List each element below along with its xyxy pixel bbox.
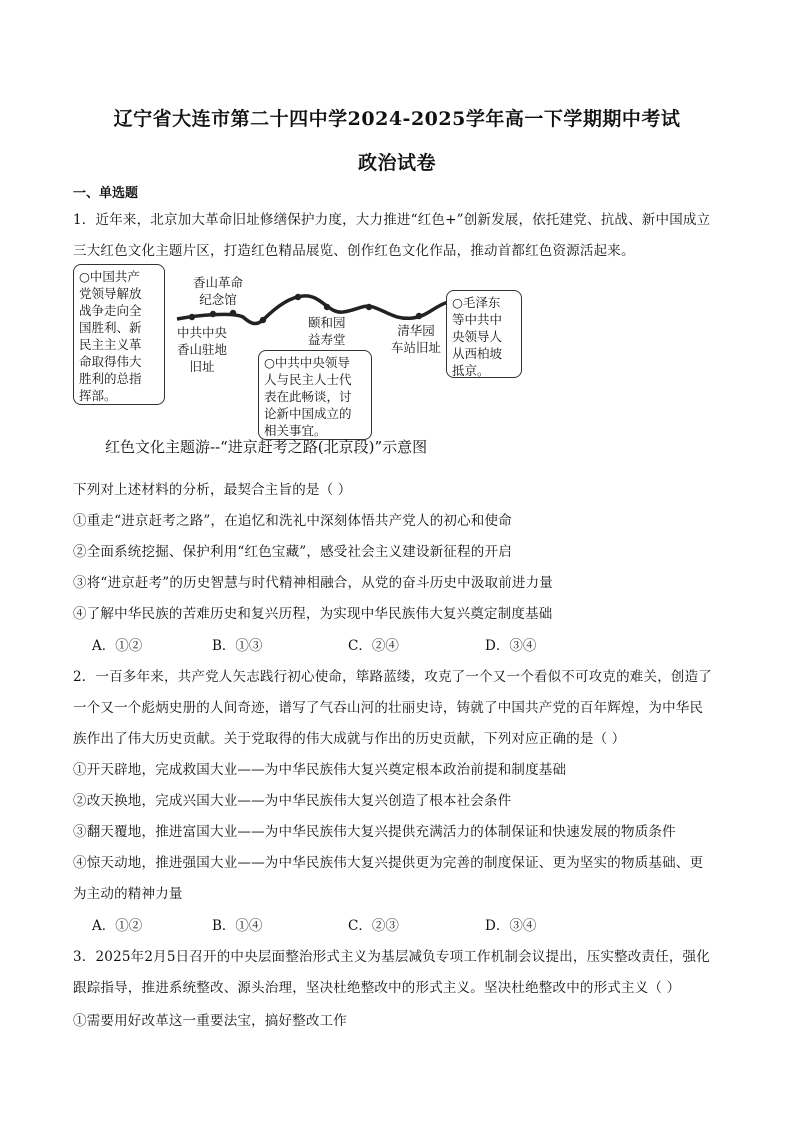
q1-stem: 下列对上述材料的分析，最契合主旨的是（ ） xyxy=(73,482,352,498)
callout-middle-line: 人与民主人士代 xyxy=(264,372,352,387)
callout-left-line: 党领导解放 xyxy=(79,286,142,301)
q2-item: ①开天辟地，完成救国大业——为中华民族伟大复兴奠定根本政治前提和制度基础 xyxy=(73,762,567,778)
q1-line1: 1．近年来，北京加大革命旧址修缮保护力度，大力推进“红色+”创新发展，依托建党、抗战、新中国成立 xyxy=(73,212,711,228)
q1-item: ②全面系统挖掘、保护利用“红色宝藏”，感受社会主义建设新征程的开启 xyxy=(73,544,512,560)
section-heading: 一、单选题 xyxy=(73,186,139,201)
route-point xyxy=(189,314,195,320)
q2-line1: 2．一百多年来，共产党人矢志践行初心使命，筚路蓝缕，攻克了一个又一个看似不可攻克的难关，创造了 xyxy=(73,669,712,685)
q2-line3: 族作出了伟大历史贡献。关于党取得的伟大成就与作出的历史贡献，下列对应正确的是（ ） xyxy=(73,731,626,747)
label-line: 中共中央 xyxy=(177,325,228,340)
label-cpc-xiangshan-site xyxy=(177,324,227,375)
callout-middle-line: ○中共中央领导 xyxy=(264,355,350,370)
route-point xyxy=(295,294,301,300)
q2-option-d[interactable]: D．③④ xyxy=(485,918,537,934)
q1-item: ③将“进京赶考”的历史智慧与时代精神相融合，从党的奋斗历史中汲取前进力量 xyxy=(73,575,554,591)
q1-option-b[interactable]: B．①③ xyxy=(212,638,263,654)
q3-line2: 跟踪指导，推进系统整改、源头治理，坚决杜绝整改中的形式主义。坚决杜绝整改中的形式主义（ ） xyxy=(73,980,681,996)
route-point xyxy=(260,317,266,323)
q1-option-a[interactable]: A．①② xyxy=(92,638,143,654)
label-line: 香山驻地 xyxy=(177,342,228,357)
route-point xyxy=(230,310,236,316)
callout-right-line: ○毛泽东 xyxy=(452,295,501,310)
callout-middle-line: 论新中国成立的 xyxy=(264,406,352,421)
label-yiheyuan xyxy=(308,314,346,348)
callout-right-line: 央领导人 xyxy=(452,329,503,344)
callout-left-line: 民主主义革 xyxy=(79,337,142,352)
callout-left-line: 战争走向全 xyxy=(79,303,142,318)
q2-option-b[interactable]: B．①④ xyxy=(212,918,263,934)
callout-right xyxy=(446,290,522,378)
callout-left-line: ○中国共产 xyxy=(79,269,140,284)
callout-right-line: 从西柏坡 xyxy=(452,346,503,361)
q1-line2: 三大红色文化主题片区，打造红色精品展览、创作红色文化作品，推动首都红色资源活起来。 xyxy=(73,243,635,259)
label-line: 纪念馆 xyxy=(199,292,237,307)
figure-caption: 红色文化主题游--“进京赶考之路(北京段)”示意图 xyxy=(105,438,428,456)
page-title-line2: 政治试卷 xyxy=(357,152,436,174)
q1-option-d[interactable]: D．③④ xyxy=(485,638,537,654)
callout-left-line: 命取得伟大 xyxy=(79,354,142,369)
q2-option-a[interactable]: A．①② xyxy=(92,918,143,934)
q2-option-c[interactable]: C．②③ xyxy=(348,918,399,934)
q3-item: ①需要用好改革这一重要法宝，搞好整改工作 xyxy=(73,1013,347,1029)
q2-line2: 一个又一个彪炳史册的人间奇迹，谱写了气吞山河的壮丽史诗，铸就了中国共产党的百年辉煌，为中华民 xyxy=(73,700,704,716)
callout-left-line: 国胜利、新 xyxy=(79,320,142,335)
q2-item: ②改天换地，完成兴国大业——为中华民族伟大复兴创造了根本社会条件 xyxy=(73,793,512,809)
callout-middle-line: 相关事宜。 xyxy=(264,423,327,438)
page-title-line1: 辽宁省大连市第二十四中学2024-2025学年高一下学期期中考试 xyxy=(113,108,681,130)
route-map-figure xyxy=(73,262,533,462)
label-line: 益寿堂 xyxy=(308,332,346,347)
route-point xyxy=(324,304,330,310)
label-line: 车站旧址 xyxy=(391,340,442,355)
q2-item-continued: 为主动的精神力量 xyxy=(73,886,183,902)
callout-right-line: 等中共中 xyxy=(452,312,503,327)
label-line: 旧址 xyxy=(189,359,215,374)
callout-left xyxy=(73,264,165,405)
callout-middle xyxy=(258,350,372,440)
callout-left-line: 挥部。 xyxy=(79,388,117,403)
q3-line1: 3．2025年2月5日召开的中央层面整治形式主义为基层减负专项工作机制会议提出，压实整改责任，强化 xyxy=(73,949,710,965)
route-point xyxy=(366,304,372,310)
q2-item: ④惊天动地，推进强国大业——为中华民族伟大复兴提供更为完善的制度保证、更为坚实的物质基础、更 xyxy=(73,855,704,871)
label-qinghua-station xyxy=(391,322,441,356)
label-line: 颐和园 xyxy=(308,315,346,330)
label-xiangshan-memorial xyxy=(193,274,243,308)
q2-item: ③翻天覆地，推进富国大业——为中华民族伟大复兴提供充满活力的体制保证和快速发展的物质条件 xyxy=(73,824,676,840)
callout-right-line: 抵京。 xyxy=(452,363,490,378)
label-line: 清华园 xyxy=(397,323,435,338)
q1-item: ④了解中华民族的苦难历史和复兴历程，为实现中华民族伟大复兴奠定制度基础 xyxy=(73,606,553,622)
label-line: 香山革命 xyxy=(193,275,244,290)
route-point xyxy=(210,311,216,317)
callout-middle-line: 表在此畅谈，讨 xyxy=(264,389,352,404)
q1-item: ①重走“进京赶考之路”，在追忆和洗礼中深刻体悟共产党人的初心和使命 xyxy=(73,513,512,529)
callout-left-line: 胜利的总指 xyxy=(79,371,142,386)
q1-option-c[interactable]: C．②④ xyxy=(348,638,399,654)
